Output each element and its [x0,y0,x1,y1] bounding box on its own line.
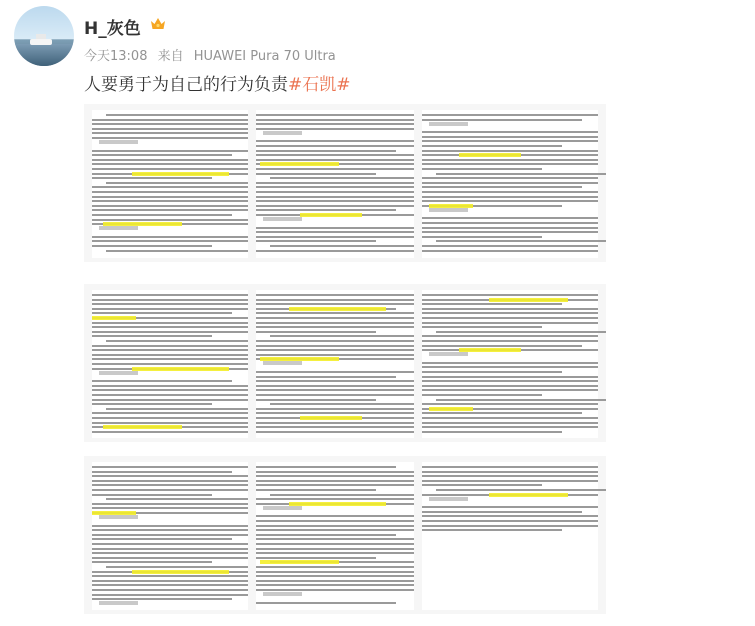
document-image-3[interactable] [414,104,606,262]
text-line [422,529,562,531]
document-page [92,462,268,610]
text-line [256,602,396,604]
text-line [92,575,268,577]
text-line [422,394,542,396]
highlight-mark [289,502,386,506]
text-line [422,294,598,296]
text-line [256,557,376,559]
text-line [422,431,562,433]
text-line [256,168,432,170]
text-line [92,196,252,198]
text-line [256,196,432,198]
text-line [92,331,268,333]
text-line [422,163,598,165]
section-heading-mark [99,226,138,230]
text-line [256,231,432,233]
text-line [256,552,432,554]
text-line [422,119,582,121]
text-line [256,480,432,482]
text-line [92,335,212,337]
highlight-mark [132,172,229,176]
text-line [256,182,432,184]
text-line [422,326,542,328]
document-image-9[interactable] [414,456,606,614]
text-line [92,475,268,477]
text-line [436,399,606,401]
text-line [256,227,432,229]
section-heading-mark [429,122,468,126]
section-heading-mark [429,208,468,212]
text-line [256,475,432,477]
text-line [256,331,376,333]
document-image-8[interactable] [248,456,440,614]
text-line [92,494,212,496]
document-page [256,110,432,258]
text-line [92,399,268,401]
text-line [256,484,432,486]
text-line [422,312,598,314]
crown-badge-icon[interactable] [149,16,167,32]
text-line [256,471,432,473]
text-line [92,594,268,596]
text-line [256,584,432,586]
text-line [92,177,212,179]
text-line [422,506,598,508]
text-line [422,196,598,198]
text-line [436,489,606,491]
document-page [422,110,598,258]
text-line [422,480,598,482]
text-line [436,173,606,175]
section-heading-mark [99,515,138,519]
document-page [92,110,268,258]
text-line [92,150,268,152]
text-line [422,475,598,477]
text-line [256,399,376,401]
text-line [92,417,268,419]
text-line [92,345,268,347]
text-line [256,412,432,414]
highlight-mark [289,307,386,311]
section-heading-mark [263,131,302,135]
post-text [84,70,351,95]
text-line [422,484,542,486]
highlight-mark [429,407,473,411]
text-line [256,140,432,142]
text-line [422,150,598,152]
text-line [92,471,232,473]
text-line [422,340,598,342]
text-line [92,349,268,351]
text-line [422,426,598,428]
post-body: 人要勇于为自己的行为负责 [84,75,288,95]
text-line [422,217,598,219]
text-line [256,349,416,351]
highlight-mark [260,560,339,564]
text-line [92,385,268,387]
image-grid [84,104,750,618]
text-line [92,466,268,468]
text-line [256,240,376,242]
text-line [256,114,432,116]
text-line [256,150,396,152]
text-line [256,426,432,428]
text-line [92,580,252,582]
text-line [256,498,432,500]
text-line [92,548,268,550]
text-line [92,322,268,324]
text-line [92,538,232,540]
text-line [422,236,542,238]
text-line [92,214,232,216]
text-line [422,389,598,391]
text-line [422,345,582,347]
text-line [422,371,562,373]
text-line [92,503,268,505]
text-line [256,575,416,577]
text-line [92,534,268,536]
avatar-sea [14,44,74,66]
text-line [92,431,268,433]
text-line [256,566,432,568]
text-line [92,132,268,134]
text-line [92,219,268,221]
text-line [422,317,598,319]
text-line [256,389,432,391]
text-line [256,322,432,324]
text-line [92,245,212,247]
text-line [422,114,598,116]
text-line [92,186,268,188]
section-heading-mark [429,497,468,501]
text-line [92,412,268,414]
text-line [256,312,432,314]
text-line [92,389,268,391]
text-line [256,385,432,387]
text-line [422,227,598,229]
section-heading-mark [263,361,302,365]
text-line [92,294,252,296]
device-name[interactable]: HUAWEI Pura 70 Ultra [193,49,336,64]
highlight-mark [459,348,521,352]
text-line [92,403,212,405]
text-line [422,250,598,252]
text-line [256,520,432,522]
text-line [422,191,598,193]
text-line [92,200,268,202]
text-line [92,552,268,554]
document-page [256,290,432,438]
text-line [92,598,232,600]
text-line [92,358,268,360]
text-line [92,163,268,165]
text-line [422,131,598,133]
text-line [92,191,268,193]
text-line [256,236,432,238]
text-line [256,128,432,130]
text-line [422,362,598,364]
section-heading-mark [263,592,302,596]
section-heading-mark [263,217,302,221]
text-line [422,245,598,247]
avatar[interactable] [14,6,74,66]
highlight-mark [300,416,362,420]
text-line [256,394,432,396]
text-line [256,123,416,125]
text-line [92,128,252,130]
text-line [92,354,252,356]
text-line [92,589,268,591]
text-line [422,145,562,147]
text-line [256,589,432,591]
text-line [422,168,542,170]
text-line [256,159,432,161]
text-line [422,322,598,324]
text-line [256,326,432,328]
text-line [92,489,268,491]
text-line [422,471,598,473]
highlight-mark [489,493,568,497]
document-page [422,290,598,438]
text-line [256,408,432,410]
text-line [422,159,598,161]
text-line [92,363,268,365]
text-line [422,376,598,378]
text-line [256,376,396,378]
text-line [92,584,268,586]
text-line [92,209,268,211]
text-line [256,571,432,573]
post-header [0,0,755,100]
text-line [256,191,416,193]
text-line [422,417,598,419]
text-line [256,371,432,373]
highlight-mark [132,367,229,371]
text-line [92,205,268,207]
text-line [422,222,598,224]
text-line [256,380,432,382]
text-line [422,186,582,188]
highlight-mark [459,153,521,157]
text-line [422,140,598,142]
document-image-6[interactable] [414,284,606,442]
text-line [256,422,432,424]
highlight-mark [132,570,229,574]
highlight-mark [489,298,568,302]
text-line [422,525,598,527]
text-line [422,136,598,138]
text-line [92,303,268,305]
text-line [92,557,268,559]
document-page [422,462,598,610]
text-line [92,529,268,531]
text-line [92,154,232,156]
text-line [256,173,376,175]
text-line [422,511,582,513]
text-line [422,366,598,368]
text-line [256,294,432,296]
text-line [92,159,268,161]
text-line [92,312,232,314]
highlight-mark [300,213,362,217]
text-line [256,205,432,207]
text-line [256,209,396,211]
text-line [256,303,432,305]
text-line [92,308,268,310]
text-line [256,154,432,156]
document-page [256,462,432,610]
text-line [256,200,432,202]
text-line [256,119,432,121]
text-line [92,394,268,396]
text-line [422,385,598,387]
text-line [92,480,268,482]
document-image-5[interactable] [248,284,440,442]
text-line [92,119,268,121]
text-line [256,466,396,468]
text-line [422,466,598,468]
highlight-mark [103,425,182,429]
text-line [422,177,598,179]
text-line [422,403,598,405]
text-line [436,240,606,242]
text-line [256,345,432,347]
text-line [256,354,432,356]
text-line [256,489,376,491]
text-line [256,299,432,301]
section-heading-mark [263,506,302,510]
text-line [92,168,268,170]
text-line [92,236,268,238]
document-page [92,290,268,438]
text-line [92,422,252,424]
section-heading-mark [429,352,468,356]
text-line [422,422,598,424]
document-image-2[interactable] [248,104,440,262]
text-line [92,525,268,527]
text-line [256,186,432,188]
text-line [92,507,268,509]
text-line [256,538,432,540]
text-line [92,299,268,301]
post-time[interactable]: 今天13:08 [84,49,148,64]
highlight-mark [92,316,136,320]
section-heading-mark [99,371,138,375]
text-line [92,380,232,382]
text-line [256,340,432,342]
text-line [422,231,598,233]
text-line [92,240,268,242]
text-line [422,303,562,305]
text-line [422,380,598,382]
text-line [422,520,598,522]
text-line [256,317,432,319]
text-line [92,123,268,125]
text-line [256,515,416,517]
text-line [422,308,598,310]
text-line [92,326,268,328]
text-line [256,543,432,545]
text-line [422,182,598,184]
text-line [92,137,268,139]
text-line [422,412,582,414]
text-line [92,484,268,486]
text-line [256,548,432,550]
topic-link[interactable]: #石凯# [288,75,351,95]
text-line [256,534,396,536]
text-line [256,145,432,147]
section-heading-mark [99,601,138,605]
text-line [436,331,606,333]
avatar-boat [30,39,52,45]
text-line [256,529,432,531]
text-line [92,561,212,563]
post-meta [84,45,342,64]
text-line [256,250,432,252]
highlight-mark [260,162,339,166]
text-line [422,200,598,202]
text-line [256,580,432,582]
section-heading-mark [99,140,138,144]
text-line [92,543,268,545]
text-line [422,335,598,337]
text-line [256,431,432,433]
text-line [422,515,598,517]
username[interactable]: H_灰色 [84,19,141,39]
text-line [256,525,432,527]
source-prefix: 来自 [157,49,184,64]
